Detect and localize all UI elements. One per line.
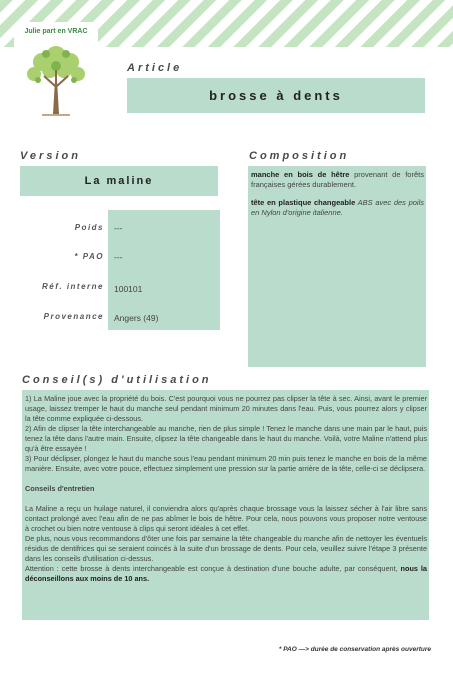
spec-value-ref: 100101 xyxy=(114,284,143,294)
attention-bold: nous la déconseillons aux moins de 10 ans. xyxy=(25,564,427,583)
spec-label-ref: Réf. interne xyxy=(41,282,104,291)
composition-heading: Composition xyxy=(249,150,350,162)
conseils-box xyxy=(22,390,429,620)
spec-label-poids: Poids xyxy=(74,223,104,232)
article-heading: Article xyxy=(127,62,183,74)
conseil-para-3: 3) Pour déclipser, plongez le haut du manche sous l'eau pendant minimum 20 min puis tenez le manche en bois de la même manière. Ensuite, avec votre pouce, effectuez simplement une pression sur la partie arrière de la tête, celle-ci se déclipsera. xyxy=(25,454,427,473)
composition-text-2: ABS avec des poils en Nylon d'origine italienne. xyxy=(251,198,424,217)
brand-logo xyxy=(14,22,98,118)
conseils-heading: Conseil(s) d'utilisation xyxy=(22,374,212,386)
spec-value-provenance: Angers (49) xyxy=(114,313,159,323)
spec-value-poids: --- xyxy=(114,223,123,233)
composition-box xyxy=(248,166,426,367)
conseil-para-1: 1) La Maline joue avec la propriété du bois. C'est pourquoi vous ne pourrez pas clipser la tête à sec. Ainsi, avant le premier usage, laissez tremper le haut du manche seul pendant minimum 20 minutes dans l'eau. Puis, vous pourrez alors y clipser la tête comme expliquée ci-dessous. xyxy=(25,394,427,423)
attention-text: Attention : cette brosse à dents interchangeable est conçue à destination d'une bouche adulte, par conséquent, xyxy=(25,564,401,573)
article-value: brosse à dents xyxy=(127,78,425,113)
composition-text-1: provenant de forêts françaises gérées durablement. xyxy=(251,170,424,189)
composition-bold-1: manche en bois de hêtre xyxy=(251,170,350,179)
entretien-para-1: La Maline a reçu un huilage naturel, il conviendra alors qu'après chaque brossage vous la laissez sécher à l'air libre sans contact prolongé avec l'eau afin de ne pas abîmer le bois de hêtre. Pour cela, nous pouvons vous proposer notre ventouse à crochet ou bien notre ventouse à clips qui seront idéales à cet effet. xyxy=(25,504,427,533)
spec-value-pao: --- xyxy=(114,252,123,262)
logo-text: Julie part en VRAC xyxy=(24,28,88,35)
entretien-para-2: De plus, nous vous recommandons d'ôter une fois par semaine la tête changeable du manche afin de nettoyer les éventuels résidus de dentifrices qui se seraient coincés à la suite d'un brossage de dents. Pour cela, veuillez suivre l'étape 3 présente dans les conseils d'utilisation ci-dessus. xyxy=(25,534,427,563)
composition-para-1 xyxy=(251,170,424,190)
composition-bold-2: tête en plastique changeable xyxy=(251,198,356,207)
tree-logo-icon xyxy=(22,36,90,116)
attention-para xyxy=(25,564,427,584)
version-value: La maline xyxy=(20,166,218,196)
footnote: * PAO —> durée de conservation après ouverture xyxy=(278,646,431,653)
version-heading: Version xyxy=(20,150,81,162)
conseil-para-2: 2) Afin de clipser la tête interchangeable au manche, rien de plus simple ! Tenez le manche dans une main par le haut, puis tenez la tête dans l'autre main. Ensuite, clipsez la tête changeable dans le haut du manche. Voilà, votre Maline n'attend plus qu'à être essayée ! xyxy=(25,424,427,453)
entretien-title xyxy=(25,484,427,494)
entretien-title-text: Conseils d'entretien xyxy=(25,484,95,493)
spec-label-provenance: Provenance xyxy=(43,312,104,321)
specs-value-column xyxy=(108,210,220,330)
composition-para-2 xyxy=(251,198,424,218)
spec-label-pao: * PAO xyxy=(74,252,104,261)
